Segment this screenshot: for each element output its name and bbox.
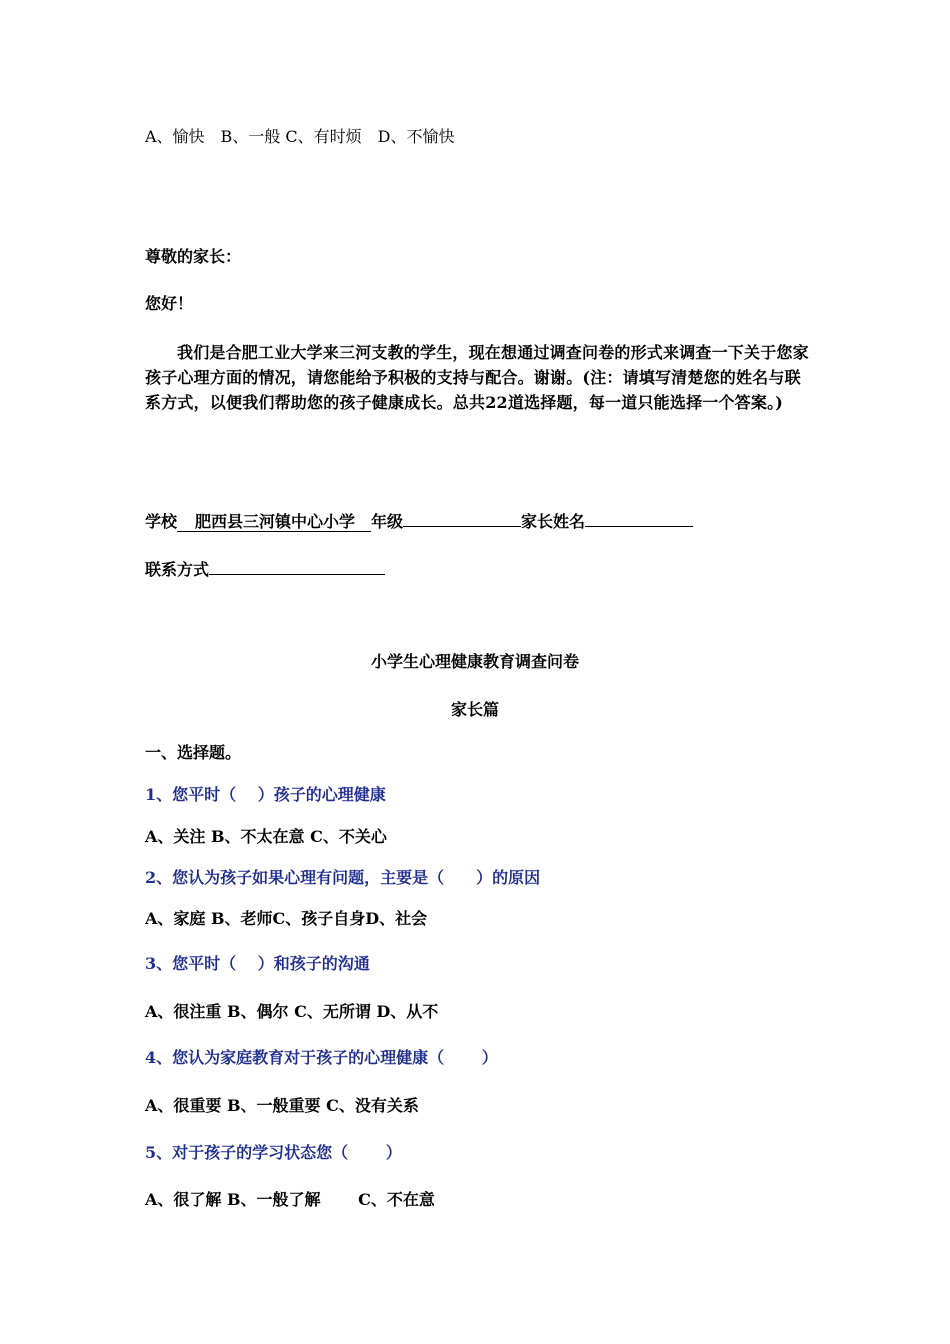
school-label: 学校 bbox=[145, 512, 178, 531]
contact-label: 联系方式 bbox=[145, 560, 210, 579]
parent-name-field[interactable] bbox=[585, 508, 693, 527]
question-2-options: A、家庭 B、老师C、孩子自身D、社会 bbox=[145, 909, 428, 928]
question-3: 3、您平时（ ）和孩子的沟通 bbox=[145, 954, 370, 973]
question-1: 1、您平时（ ）孩子的心理健康 bbox=[145, 785, 386, 804]
letter-body: 我们是合肥工业大学来三河支教的学生，现在想通过调查问卷的形式来调查一下关于您家孩子心理方面的情况，请您能给予积极的支持与配合。谢谢。(注：请填写清楚您的姓名与联系方式，以便我们帮助您的孩子健康成长。总共22道选择题，每一道只能选择一个答案。) bbox=[145, 343, 809, 412]
question-5: 5、对于孩子的学习状态您（ ） bbox=[145, 1143, 402, 1162]
school-grade-name-row bbox=[145, 508, 693, 534]
section-heading: 一、选择题。 bbox=[145, 743, 242, 762]
question-2: 2、您认为孩子如果心理有问题，主要是（ ）的原因 bbox=[145, 868, 541, 887]
grade-field[interactable] bbox=[403, 508, 521, 527]
previous-question-options: A、愉快 B、一般 C、有时烦 D、不愉快 bbox=[145, 127, 455, 146]
question-4-options: A、很重要 B、一般重要 C、没有关系 bbox=[145, 1096, 419, 1115]
letter-salutation: 尊敬的家长： bbox=[145, 247, 242, 266]
parent-name-label: 家长姓名 bbox=[521, 512, 586, 531]
question-4: 4、您认为家庭教育对于孩子的心理健康（ ） bbox=[145, 1048, 498, 1067]
grade-label: 年级 bbox=[371, 512, 404, 531]
survey-subtitle: 家长篇 bbox=[450, 700, 499, 719]
school-field[interactable]: 肥西县三河镇中心小学 bbox=[177, 513, 371, 532]
question-5-options: A、很了解 B、一般了解 C、不在意 bbox=[145, 1190, 435, 1209]
contact-row bbox=[145, 556, 385, 582]
contact-field[interactable] bbox=[209, 556, 385, 575]
letter-greeting: 您好！ bbox=[145, 294, 194, 313]
survey-title: 小学生心理健康教育调查问卷 bbox=[370, 652, 579, 671]
question-1-options: A、关注 B、不太在意 C、不关心 bbox=[145, 827, 387, 846]
question-3-options: A、很注重 B、偶尔 C、无所谓 D、从不 bbox=[145, 1002, 439, 1021]
